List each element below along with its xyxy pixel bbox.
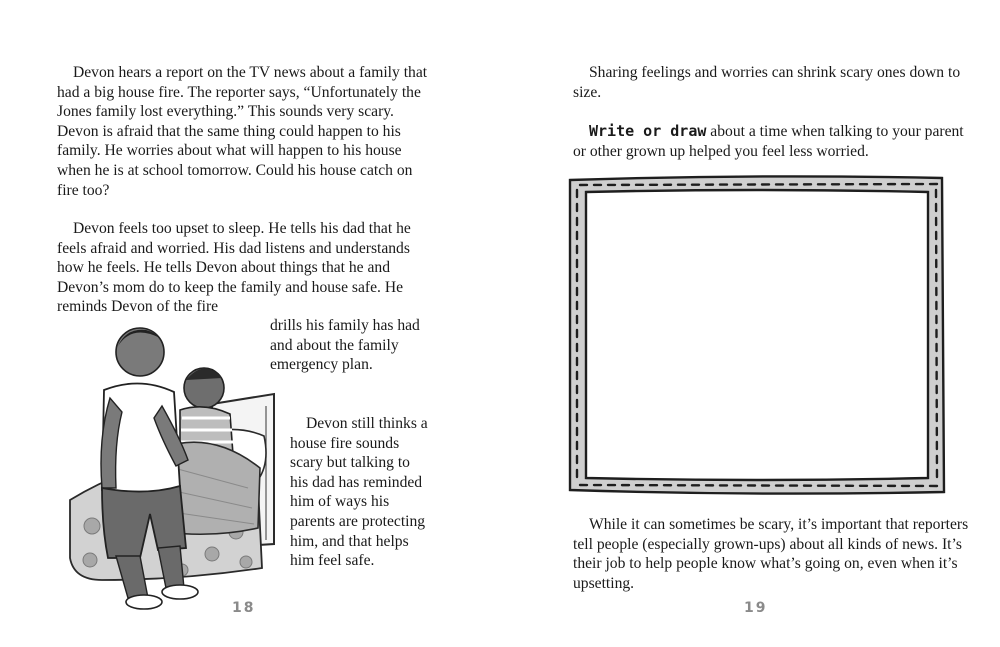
- story-paragraph-2: Devon feels too upset to sleep. He tells his dad that he feels afraid and worried. His dad listens and understands how he feels. He tells Devon about things that he and Devon’s mom do to keep the family and house safe. He reminds Devon of the fire: [57, 220, 411, 316]
- father-son-bedside-illustration: [62, 318, 280, 610]
- page-number: 18: [232, 600, 256, 616]
- story-paragraph-1: Devon hears a report on the TV news about a family that had a big house fire. The reporter says, “Unfortunately the Jones family lost everything.” This sounds very scary. Devon is afraid that the same thing could happen to his family. He worries about what will happen to his house when he is at school tomorrow. Could his house catch on fire too?: [57, 64, 428, 199]
- right-page: [500, 0, 1000, 647]
- activity-prompt-text: about a time when talking to your parent or other grown up helped you feel less worried.: [573, 123, 964, 160]
- story-paragraph-3: Devon still thinks a house fire sounds scary but talking to his dad has reminded him of ways his parents are protecting him, and that helps him feel safe.: [290, 415, 428, 570]
- sharing-feelings-paragraph: Sharing feelings and worries can shrink scary ones down to size.: [573, 64, 961, 101]
- activity-prompt: [573, 122, 973, 161]
- story-paragraph-2-continued: drills his family has had and about the family emergency plan.: [270, 317, 420, 374]
- page-number: 19: [744, 600, 768, 616]
- news-importance-paragraph: While it can sometimes be scary, it’s important that reporters tell people (especially grown-ups) about all kinds of news. It’s their job to help people know what’s going on, even when it’s upsetting.: [573, 516, 969, 592]
- drawing-frame[interactable]: [566, 172, 946, 497]
- activity-prompt-bold: Write or draw: [589, 122, 707, 140]
